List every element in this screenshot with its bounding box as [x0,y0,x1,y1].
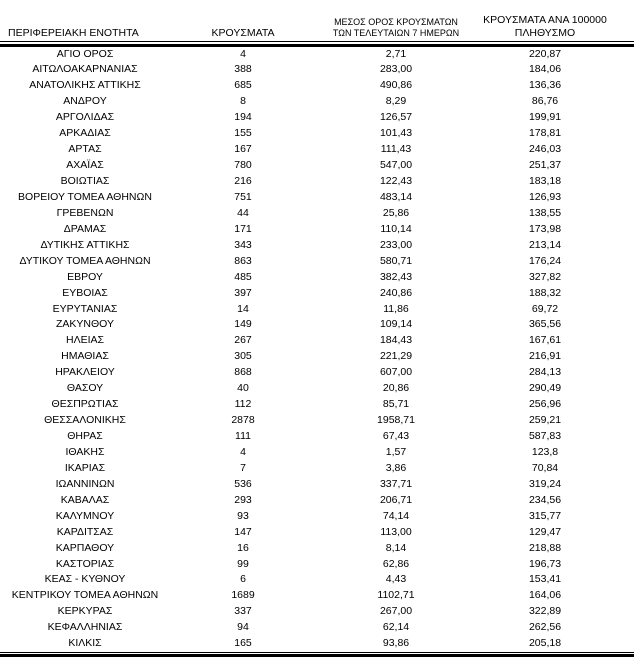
avg-7day-cell: 580,71 [379,254,413,267]
cases-cell: 485 [234,270,252,283]
region-name-cell: ΘΕΣΠΡΩΤΙΑΣ [51,398,119,411]
region-name-cell: ΑΝΑΤΟΛΙΚΗΣ ΑΤΤΙΚΗΣ [29,79,141,92]
table-row [0,317,634,333]
region-name-cell: ΓΡΕΒΕΝΩΝ [56,206,114,219]
table-row [0,477,634,493]
cases-cell: 305 [234,350,252,363]
region-name-cell: ΑΡΤΑΣ [68,143,102,156]
avg-7day-cell: 483,14 [379,190,413,203]
table-row [0,413,634,429]
region-name-cell: ΙΩΑΝΝΙΝΩΝ [55,477,115,490]
cases-cell: 194 [234,111,252,124]
per-100k-cell: 319,24 [528,477,562,490]
per-100k-cell: 136,36 [528,79,562,92]
region-name-cell: ΚΑΣΤΟΡΙΑΣ [55,557,115,570]
region-name-cell: ΗΛΕΙΑΣ [65,334,104,347]
avg-7day-cell: 184,43 [379,334,413,347]
cases-cell: 94 [237,621,249,634]
avg-7day-cell: 382,43 [379,270,413,283]
avg-7day-cell: 126,57 [379,111,413,124]
cases-cell: 149 [234,318,252,331]
per-100k-cell: 251,37 [528,159,562,172]
avg-7day-cell: 221,29 [379,350,413,363]
cases-cell: 155 [234,127,252,140]
cases-cell: 8 [240,95,246,108]
cases-cell: 44 [237,206,249,219]
region-name-cell: ΕΥΒΟΙΑΣ [62,286,108,299]
cases-cell: 6 [240,573,246,586]
avg-7day-cell: 3,86 [385,461,407,474]
table-row [0,572,634,588]
table-row [0,349,634,365]
header-cases-per-100k-line1: ΚΡΟΥΣΜΑΤΑ ΑΝΑ 100000 [483,14,607,26]
cases-cell: 99 [237,557,249,570]
table-row [0,142,634,158]
avg-7day-cell: 233,00 [379,238,413,251]
cases-cell: 171 [234,222,252,235]
per-100k-cell: 69,72 [531,302,559,315]
table-row [0,381,634,397]
table-row [0,365,634,381]
per-100k-cell: 176,24 [528,254,562,267]
avg-7day-cell: 490,86 [379,79,413,92]
avg-7day-cell: 1,57 [385,445,407,458]
region-name-cell: ΔΡΑΜΑΣ [63,222,107,235]
table-row [0,461,634,477]
per-100k-cell: 365,56 [528,318,562,331]
table-row [0,110,634,126]
region-name-cell: ΚΕΡΚΥΡΑΣ [57,605,113,618]
region-name-cell: ΚΙΛΚΙΣ [68,637,102,650]
region-name-cell: ΗΡΑΚΛΕΙΟΥ [55,366,115,379]
avg-7day-cell: 62,14 [382,621,410,634]
table-row [0,557,634,573]
avg-7day-cell: 67,43 [382,430,410,442]
table-row [0,588,634,604]
cases-cell: 167 [234,143,252,156]
per-100k-cell: 290,49 [528,382,562,395]
avg-7day-cell: 122,43 [379,175,413,187]
region-name-cell: ΑΧΑΪΑΣ [66,159,104,172]
per-100k-cell: 213,14 [528,238,562,251]
cases-cell: 111 [235,430,251,442]
region-name-cell: ΑΝΔΡΟΥ [63,95,107,108]
table-row [0,174,634,190]
cases-cell: 2878 [231,414,255,427]
per-100k-cell: 86,76 [531,95,559,108]
avg-7day-cell: 8,14 [385,541,407,554]
region-name-cell: ΘΕΣΣΑΛΟΝΙΚΗΣ [44,414,126,427]
per-100k-cell: 216,91 [528,350,562,363]
cases-cell: 7 [240,461,246,474]
region-name-cell: ΚΑΡΔΙΤΣΑΣ [56,525,114,538]
avg-7day-cell: 1958,71 [377,414,415,427]
region-name-cell: ΑΡΚΑΔΙΑΣ [59,127,111,140]
per-100k-cell: 259,21 [528,414,562,427]
per-100k-cell: 327,82 [528,270,562,283]
region-name-cell: ΗΜΑΘΙΑΣ [61,350,109,363]
avg-7day-cell: 109,14 [379,318,413,331]
per-100k-cell: 196,73 [528,557,562,570]
cases-cell: 112 [234,398,252,411]
per-100k-cell: 246,03 [528,143,562,156]
table-row [0,541,634,557]
region-name-cell: ΚΕΦΑΛΛΗΝΙΑΣ [47,621,123,634]
per-100k-cell: 138,55 [528,206,562,219]
per-100k-cell: 315,77 [528,509,562,522]
per-100k-cell: 123,8 [531,445,559,458]
per-100k-cell: 220,87 [528,47,562,60]
region-name-cell: ΚΑΛΥΜΝΟΥ [55,509,115,522]
header-cases-per-100k [476,14,634,41]
cases-cell: 685 [234,79,252,92]
footer-thick-rule [0,654,634,657]
cases-cell: 863 [234,254,252,267]
region-name-cell: ΑΡΓΟΛΙΔΑΣ [55,111,115,124]
table-row [0,525,634,541]
avg-7day-cell: 547,00 [379,159,413,172]
cases-cell: 267 [234,334,252,347]
avg-7day-cell: 2,71 [385,47,407,60]
cases-cell: 165 [234,637,252,650]
avg-7day-cell: 74,14 [382,509,410,522]
cases-cell: 388 [234,63,252,76]
avg-7day-cell: 110,14 [380,222,412,235]
table-row [0,222,634,238]
cases-cell: 868 [234,366,252,379]
region-name-cell: ΚΑΒΑΛΑΣ [60,493,110,506]
cases-cell: 397 [234,286,252,299]
per-100k-cell: 322,89 [528,605,562,618]
region-name-cell: ΔΥΤΙΚΟΥ ΤΟΜΕΑ ΑΘΗΝΩΝ [19,254,151,267]
per-100k-cell: 234,56 [528,493,562,506]
avg-7day-cell: 4,43 [385,573,407,586]
table-header [0,8,634,41]
region-name-cell: ΙΘΑΚΗΣ [65,445,105,458]
cases-cell: 93 [237,509,249,522]
avg-7day-cell: 206,71 [379,493,413,506]
cases-cell: 14 [237,302,249,315]
cases-cell: 4 [240,445,246,458]
avg-7day-cell: 20,86 [382,382,410,395]
cases-cell: 1689 [231,589,255,602]
table-row [0,126,634,142]
avg-7day-cell: 25,86 [382,206,410,219]
avg-7day-cell: 267,00 [379,605,413,618]
per-100k-cell: 153,41 [528,573,562,586]
per-100k-cell: 256,96 [528,398,562,411]
header-cases-per-100k-line2: ΠΛΗΘΥΣΜΟ [514,27,576,39]
region-name-cell: ΖΑΚΥΝΘΟΥ [55,318,114,331]
avg-7day-cell: 111,43 [380,143,412,156]
header-7day-average [316,17,476,41]
avg-7day-cell: 283,00 [379,63,413,76]
table-row [0,636,634,652]
cases-cell: 751 [234,190,252,203]
table-row [0,238,634,254]
cases-cell: 216 [234,175,252,187]
region-name-cell: ΑΓΙΟ ΟΡΟΣ [56,47,114,60]
region-name-cell: ΚΕΑΣ - ΚΥΘΝΟΥ [44,573,126,586]
per-100k-cell: 262,56 [528,621,562,634]
table-row [0,509,634,525]
table-row [0,493,634,509]
per-100k-cell: 126,93 [528,190,562,203]
table-row [0,286,634,302]
region-name-cell: ΙΚΑΡΙΑΣ [64,461,106,474]
region-name-cell: ΕΒΡΟΥ [67,270,103,283]
region-name-cell: ΕΥΡΥΤΑΝΙΑΣ [52,302,118,315]
table-row [0,94,634,110]
region-name-cell: ΚΕΝΤΡΙΚΟΥ ΤΟΜΕΑ ΑΘΗΝΩΝ [11,589,159,602]
avg-7day-cell: 607,00 [379,366,413,379]
per-100k-cell: 587,83 [528,430,562,442]
per-100k-cell: 164,06 [528,589,562,602]
avg-7day-cell: 8,29 [385,95,407,108]
avg-7day-cell: 1102,71 [377,589,415,602]
region-name-cell: ΔΥΤΙΚΗΣ ΑΤΤΙΚΗΣ [40,238,130,251]
header-7day-average-line1: ΜΕΣΟΣ ΟΡΟΣ ΚΡΟΥΣΜΑΤΩΝ [334,17,458,27]
table-row [0,270,634,286]
per-100k-cell: 218,88 [528,541,562,554]
per-100k-cell: 70,84 [531,461,559,474]
avg-7day-cell: 240,86 [379,286,413,299]
avg-7day-cell: 337,71 [379,477,413,490]
table-row [0,158,634,174]
table-row [0,190,634,206]
table-row [0,254,634,270]
avg-7day-cell: 113,00 [380,525,412,538]
avg-7day-cell: 11,86 [383,302,409,315]
avg-7day-cell: 62,86 [382,557,410,570]
table-row [0,620,634,636]
region-name-cell: ΑΙΤΩΛΟΑΚΑΡΝΑΝΙΑΣ [32,63,138,76]
table-row [0,302,634,318]
per-100k-cell: 184,06 [528,63,562,76]
header-regional-unit: ΠΕΡΙΦΕΡΕΙΑΚΗ ΕΝΟΤΗΤΑ [8,27,139,39]
cases-cell: 147 [234,525,252,538]
per-100k-cell: 199,91 [528,111,562,124]
per-100k-cell: 167,61 [528,334,562,347]
table-row [0,445,634,461]
table-row [0,62,634,78]
per-100k-cell: 178,81 [528,127,562,140]
cases-cell: 4 [240,47,246,60]
per-100k-cell: 173,98 [528,222,562,235]
header-cases: ΚΡΟΥΣΜΑΤΑ [211,27,275,39]
region-name-cell: ΒΟΙΩΤΙΑΣ [60,175,110,187]
header-7day-average-line2: ΤΩΝ ΤΕΛΕΥΤΑΙΩΝ 7 ΗΜΕΡΩΝ [332,28,460,38]
per-100k-cell: 205,18 [528,637,562,650]
avg-7day-cell: 101,43 [379,127,413,140]
cases-cell: 337 [234,605,252,618]
per-100k-cell: 284,13 [528,366,562,379]
region-name-cell: ΚΑΡΠΑΘΟΥ [55,541,115,554]
per-100k-cell: 188,32 [528,286,562,299]
region-name-cell: ΘΑΣΟΥ [66,382,104,395]
table-row [0,78,634,94]
table-row [0,47,634,63]
cases-cell: 536 [234,477,252,490]
cases-cell: 16 [237,541,249,554]
cases-cell: 293 [234,493,252,506]
avg-7day-cell: 85,71 [382,398,410,411]
table-row [0,206,634,222]
per-100k-cell: 129,47 [528,525,562,538]
table-row [0,429,634,445]
per-100k-cell: 183,18 [528,175,562,187]
region-name-cell: ΘΗΡΑΣ [67,430,103,442]
table-row [0,604,634,620]
region-name-cell: ΒΟΡΕΙΟΥ ΤΟΜΕΑ ΑΘΗΝΩΝ [18,190,152,203]
table-body [0,47,634,653]
table-row [0,397,634,413]
cases-cell: 40 [237,382,249,395]
avg-7day-cell: 93,86 [382,637,410,650]
table-row [0,333,634,349]
cases-cell: 780 [234,159,252,172]
cases-cell: 343 [234,238,252,251]
